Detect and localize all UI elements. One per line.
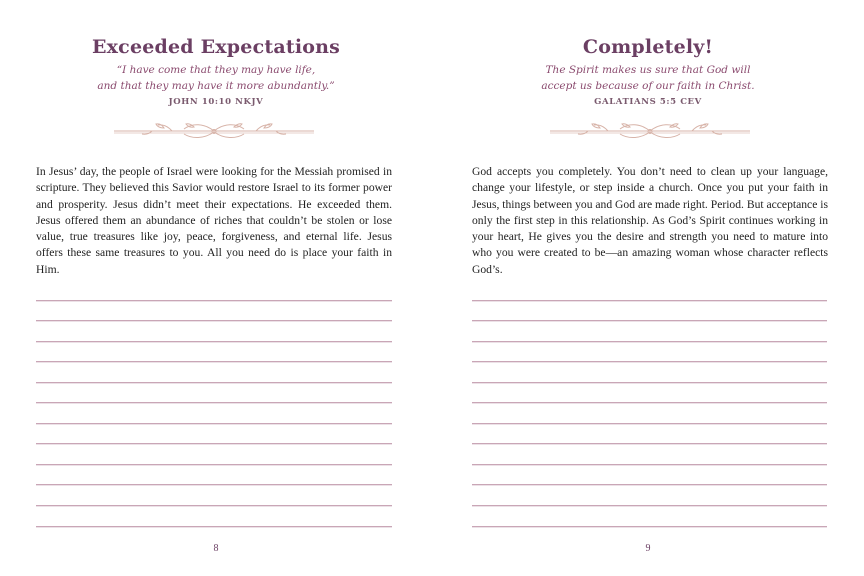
writing-line[interactable] xyxy=(36,443,392,444)
writing-line[interactable] xyxy=(36,402,392,403)
vine-divider-icon xyxy=(548,121,752,141)
left-page-number: 8 xyxy=(213,543,219,554)
writing-line[interactable] xyxy=(36,484,392,485)
writing-line[interactable] xyxy=(472,423,827,424)
writing-line[interactable] xyxy=(36,382,392,383)
writing-line[interactable] xyxy=(472,300,827,301)
right-body-text: God accepts you completely. You don’t need to clean up your language, change your lifestyle, or step inside a church. Once you put your faith in Jesus, things between you and God are made right. Period. But acceptance is only the first step in this relationship. As God’s Spirit continues working in your heart, He gives you the desire and strength you need to mature into who you were created to be—an amazing woman whose character reflects God’s. xyxy=(472,165,828,276)
left-scripture-reference: JOHN 10:10 NKJV xyxy=(168,97,264,107)
writing-line[interactable] xyxy=(36,341,392,342)
writing-line[interactable] xyxy=(472,402,827,403)
writing-line[interactable] xyxy=(36,320,392,321)
right-quote-line-2: accept us because of our faith in Christ. xyxy=(541,80,755,92)
right-scripture-reference: GALATIANS 5:5 CEV xyxy=(594,97,702,107)
right-page xyxy=(432,0,864,576)
right-page-number: 9 xyxy=(645,543,651,554)
writing-line[interactable] xyxy=(36,505,392,506)
left-quote-line-1: “I have come that they may have life, xyxy=(116,64,316,76)
right-quote-line-1: The Spirit makes us sure that God will xyxy=(545,64,751,76)
vine-divider-icon xyxy=(112,121,316,141)
writing-line[interactable] xyxy=(472,320,827,321)
writing-line[interactable] xyxy=(472,361,827,362)
left-body-text: In Jesus’ day, the people of Israel were looking for the Messiah promised in scripture. They believed this Savior would restore Israel to its former power and prosperity. Jesus didn’t meet their expectations. He exceeded them. Jesus offered them an abundance of riches that couldn’t be stolen or lose value, true treasures like joy, peace, forgiveness, and eternal life. Jesus offers these same treasures to you. All you need do is place your faith in Him. xyxy=(36,165,392,276)
writing-line[interactable] xyxy=(472,382,827,383)
right-page-title: Completely! xyxy=(582,36,714,58)
writing-line[interactable] xyxy=(472,443,827,444)
left-page-title: Exceeded Expectations xyxy=(91,36,341,58)
writing-line[interactable] xyxy=(472,526,827,527)
writing-line[interactable] xyxy=(36,361,392,362)
writing-line[interactable] xyxy=(36,526,392,527)
writing-line[interactable] xyxy=(472,464,827,465)
writing-line[interactable] xyxy=(472,341,827,342)
left-quote-line-2: and that they may have it more abundantly.” xyxy=(97,80,335,92)
writing-line[interactable] xyxy=(36,464,392,465)
writing-line[interactable] xyxy=(472,484,827,485)
writing-line[interactable] xyxy=(36,300,392,301)
writing-line[interactable] xyxy=(36,423,392,424)
writing-line[interactable] xyxy=(472,505,827,506)
